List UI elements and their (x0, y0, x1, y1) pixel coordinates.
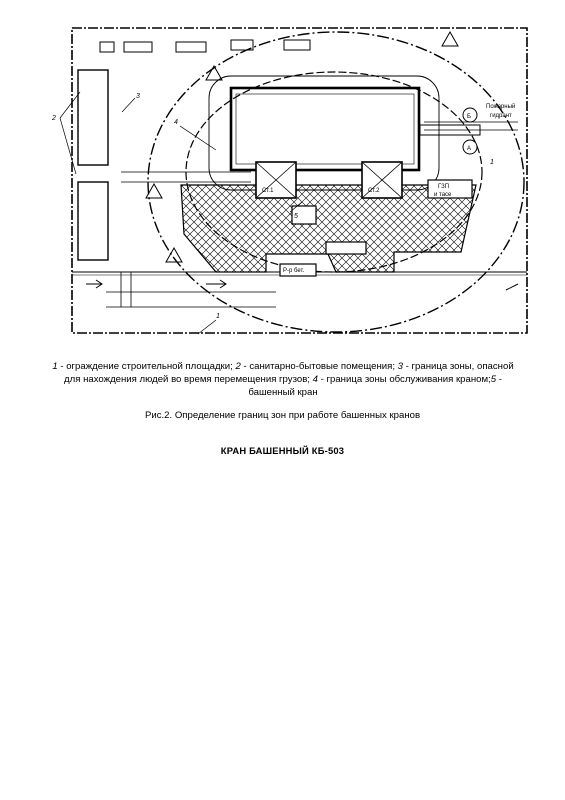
station-1-label: Ст.1 (262, 188, 274, 194)
site-plan-drawing (52, 22, 536, 342)
sanitary-building-bottom (78, 182, 108, 260)
legend-text-4: - граница зоны обслуживания краном; (317, 374, 491, 385)
legend-num-4: 4 (312, 374, 318, 385)
legend-num-1: 1 (52, 361, 58, 372)
gzp-label-1: ГЗП (438, 184, 450, 190)
section-heading: КРАН БАШЕННЫЙ КБ-503 (220, 445, 345, 456)
station-2-label: Ст.2 (368, 188, 380, 194)
legend-text-2: - санитарно-бытовые помещения; (240, 361, 398, 372)
hydrant-a-label: А (467, 146, 472, 152)
label-5: 5 (294, 213, 298, 220)
building-outline (231, 88, 419, 170)
legend-num-2: 2 (235, 361, 241, 372)
legend-text-1: - ограждение строительной площадки; (57, 361, 236, 372)
label-2: 2 (52, 115, 56, 122)
label-1: 1 (216, 313, 220, 320)
hydrant-b-label: Б (467, 114, 471, 120)
figure-caption: Рис.2. Определение границ зон при работе башенных кранов (144, 410, 421, 421)
site-plan-figure (52, 22, 536, 342)
legend-num-5: 5 (490, 374, 497, 385)
warning-sign-3 (442, 32, 458, 46)
label-1-right: 1 (490, 159, 494, 166)
legend-text-3: - граница зоны, опасной для нахождения людей во время перемещения грузов; (64, 361, 514, 385)
label-4: 4 (174, 119, 178, 126)
legend-text-5: - башенный кран (248, 374, 502, 398)
figure-legend (48, 360, 518, 399)
hydrant-label-1: Пожарный (486, 104, 516, 110)
legend-num-3: 3 (397, 361, 404, 372)
hydrant-label-2: гидрант (490, 113, 512, 119)
gzp-label-2: и тасе (434, 192, 452, 198)
label-3: 3 (136, 93, 140, 100)
concrete-label: Р-р бет. (283, 268, 305, 274)
sanitary-building-top (78, 70, 108, 165)
